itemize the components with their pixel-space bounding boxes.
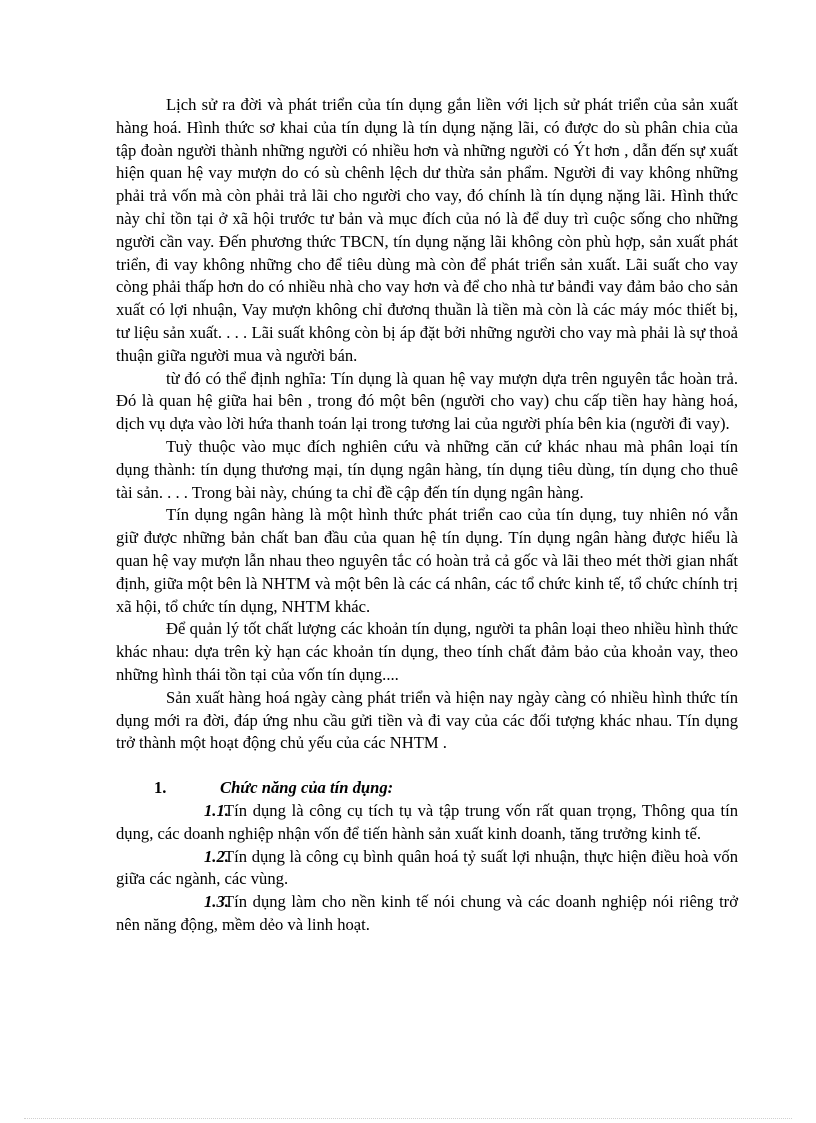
list-item <box>116 846 738 892</box>
section-heading <box>116 777 738 800</box>
paragraph-classification: Tuỳ thuộc vào mục đích nghiên cứu và những căn cứ khác nhau mà phân loại tín dụng thành: tín dụng thương mại, tín dụng ngân hàng, tín dụng tiêu dùng, tín dụng cho thuê tài sản. . . . Trong bài này, chúng ta chỉ đề cập đến tín dụng ngân hàng. <box>116 436 738 502</box>
list-item <box>116 800 738 846</box>
document-body <box>116 94 738 937</box>
footer-divider <box>24 1118 792 1119</box>
list-item <box>116 891 738 937</box>
paragraph-bank-credit: Tín dụng ngân hàng là một hình thức phát triển cao của tín dụng, tuy nhiên nó vẫn giữ được những bản chất ban đầu của quan hệ tín dụng. Tín dụng ngân hàng được hiểu là quan hệ vay mượn lẫn nhau theo nguyên tắc có hoàn trả cả gốc và lãi theo mét thời gian nhất định, giữa một bên là NHTM và một bên là các cá nhân, các tổ chức kinh tế, tổ chức chính trị xã hội, tổ chức tín dụng, NHTM khác. <box>116 505 738 616</box>
item-text: Tín dụng là công cụ bình quân hoá tỷ suất lợi nhuận, thực hiện điều hoà vốn giữa các ngành, các vùng. <box>116 846 738 889</box>
item-text: Tín dụng là công cụ tích tụ và tập trung vốn rất quan trọng, Thông qua tín dụng, các doanh nghiệp nhận vốn để tiến hành sản xuất kinh doanh, tăng trưởng kinh tế. <box>116 800 738 843</box>
paragraph-history: Lịch sử ra đời và phát triển của tín dụng gắn liền với lịch sử phát triển của sản xuất hàng hoá. Hình thức sơ khai của tín dụng là tín dụng nặng lãi, có được do sù phân chia của tập đoàn người thành những người có nhiều hơn và những người có Ýt hơn , dẫn đến sự xuất hiện quan hệ vay mượn do có sù chênh lệch dư thừa sản phẩm. Người đi vay không những phải trả vốn mà còn phải trả lãi cho người cho vay, đó chính là tín dụng nặng lãi. Hình thức này chỉ tồn tại ở xã hội trước tư bản và mục đích của nó là để duy trì cuộc sống cho những người cần vay. Đến phương thức TBCN, tín dụng nặng lãi không còn phù hợp, sản xuất phát triển, đi vay không những cho để tiêu dùng mà còn để phát triển sản xuất. Lãi suất cho vay còng phải thấp hơn do có nhiều nhà cho vay hơn và để cho nhà tư bảnđi vay đảm bảo cho sản xuất có lợi nhuận, Vay mượn không chỉ đươnq thuần là tiền mà còn là các máy móc thiết bị, tư liệu sản xuất. . . . Lãi suất không còn bị áp đặt bởi những người cho vay mà phải là sự thoả thuận giữa người mua và người bán. <box>116 95 738 365</box>
paragraph-quality-management: Để quản lý tốt chất lượng các khoản tín dụng, người ta phân loại theo nhiều hình thức khác nhau: dựa trên kỳ hạn các khoản tín dụng, theo tính chất đảm bảo của khoản vay, theo những hình thái tồn tại của vốn tín dụng.... <box>116 619 738 684</box>
section-title: Chức năng của tín dụng: <box>220 778 394 798</box>
paragraph-development: Sản xuất hàng hoá ngày càng phát triển và hiện nay ngày càng có nhiều hình thức tín dụng mới ra đời, đáp ứng nhu cầu gửi tiền và đi vay của các đối tượng khác nhau. Tín dụng trở thành một hoạt động chủ yếu của các NHTM . <box>116 687 738 753</box>
item-number: 1.1. <box>204 800 229 820</box>
item-text: Tín dụng làm cho nền kinh tế nói chung và các doanh nghiệp nói riêng trở nên năng động, mềm dẻo và linh hoạt. <box>116 892 738 934</box>
item-number: 1.2. <box>204 846 229 866</box>
section-number: 1. <box>154 778 167 798</box>
paragraph-definition: từ đó có thể định nghĩa: Tín dụng là quan hệ vay mượn dựa trên nguyên tắc hoàn trả. Đó là quan hệ giữa hai bên , trong đó một bên (người cho vay) chu cấp tiền hay hàng hoá, dịch vụ dựa vào lời hứa thanh toán lại trong tương lai của người phía bên kia (người đi vay). <box>116 368 738 434</box>
item-number: 1.3. <box>204 892 229 912</box>
